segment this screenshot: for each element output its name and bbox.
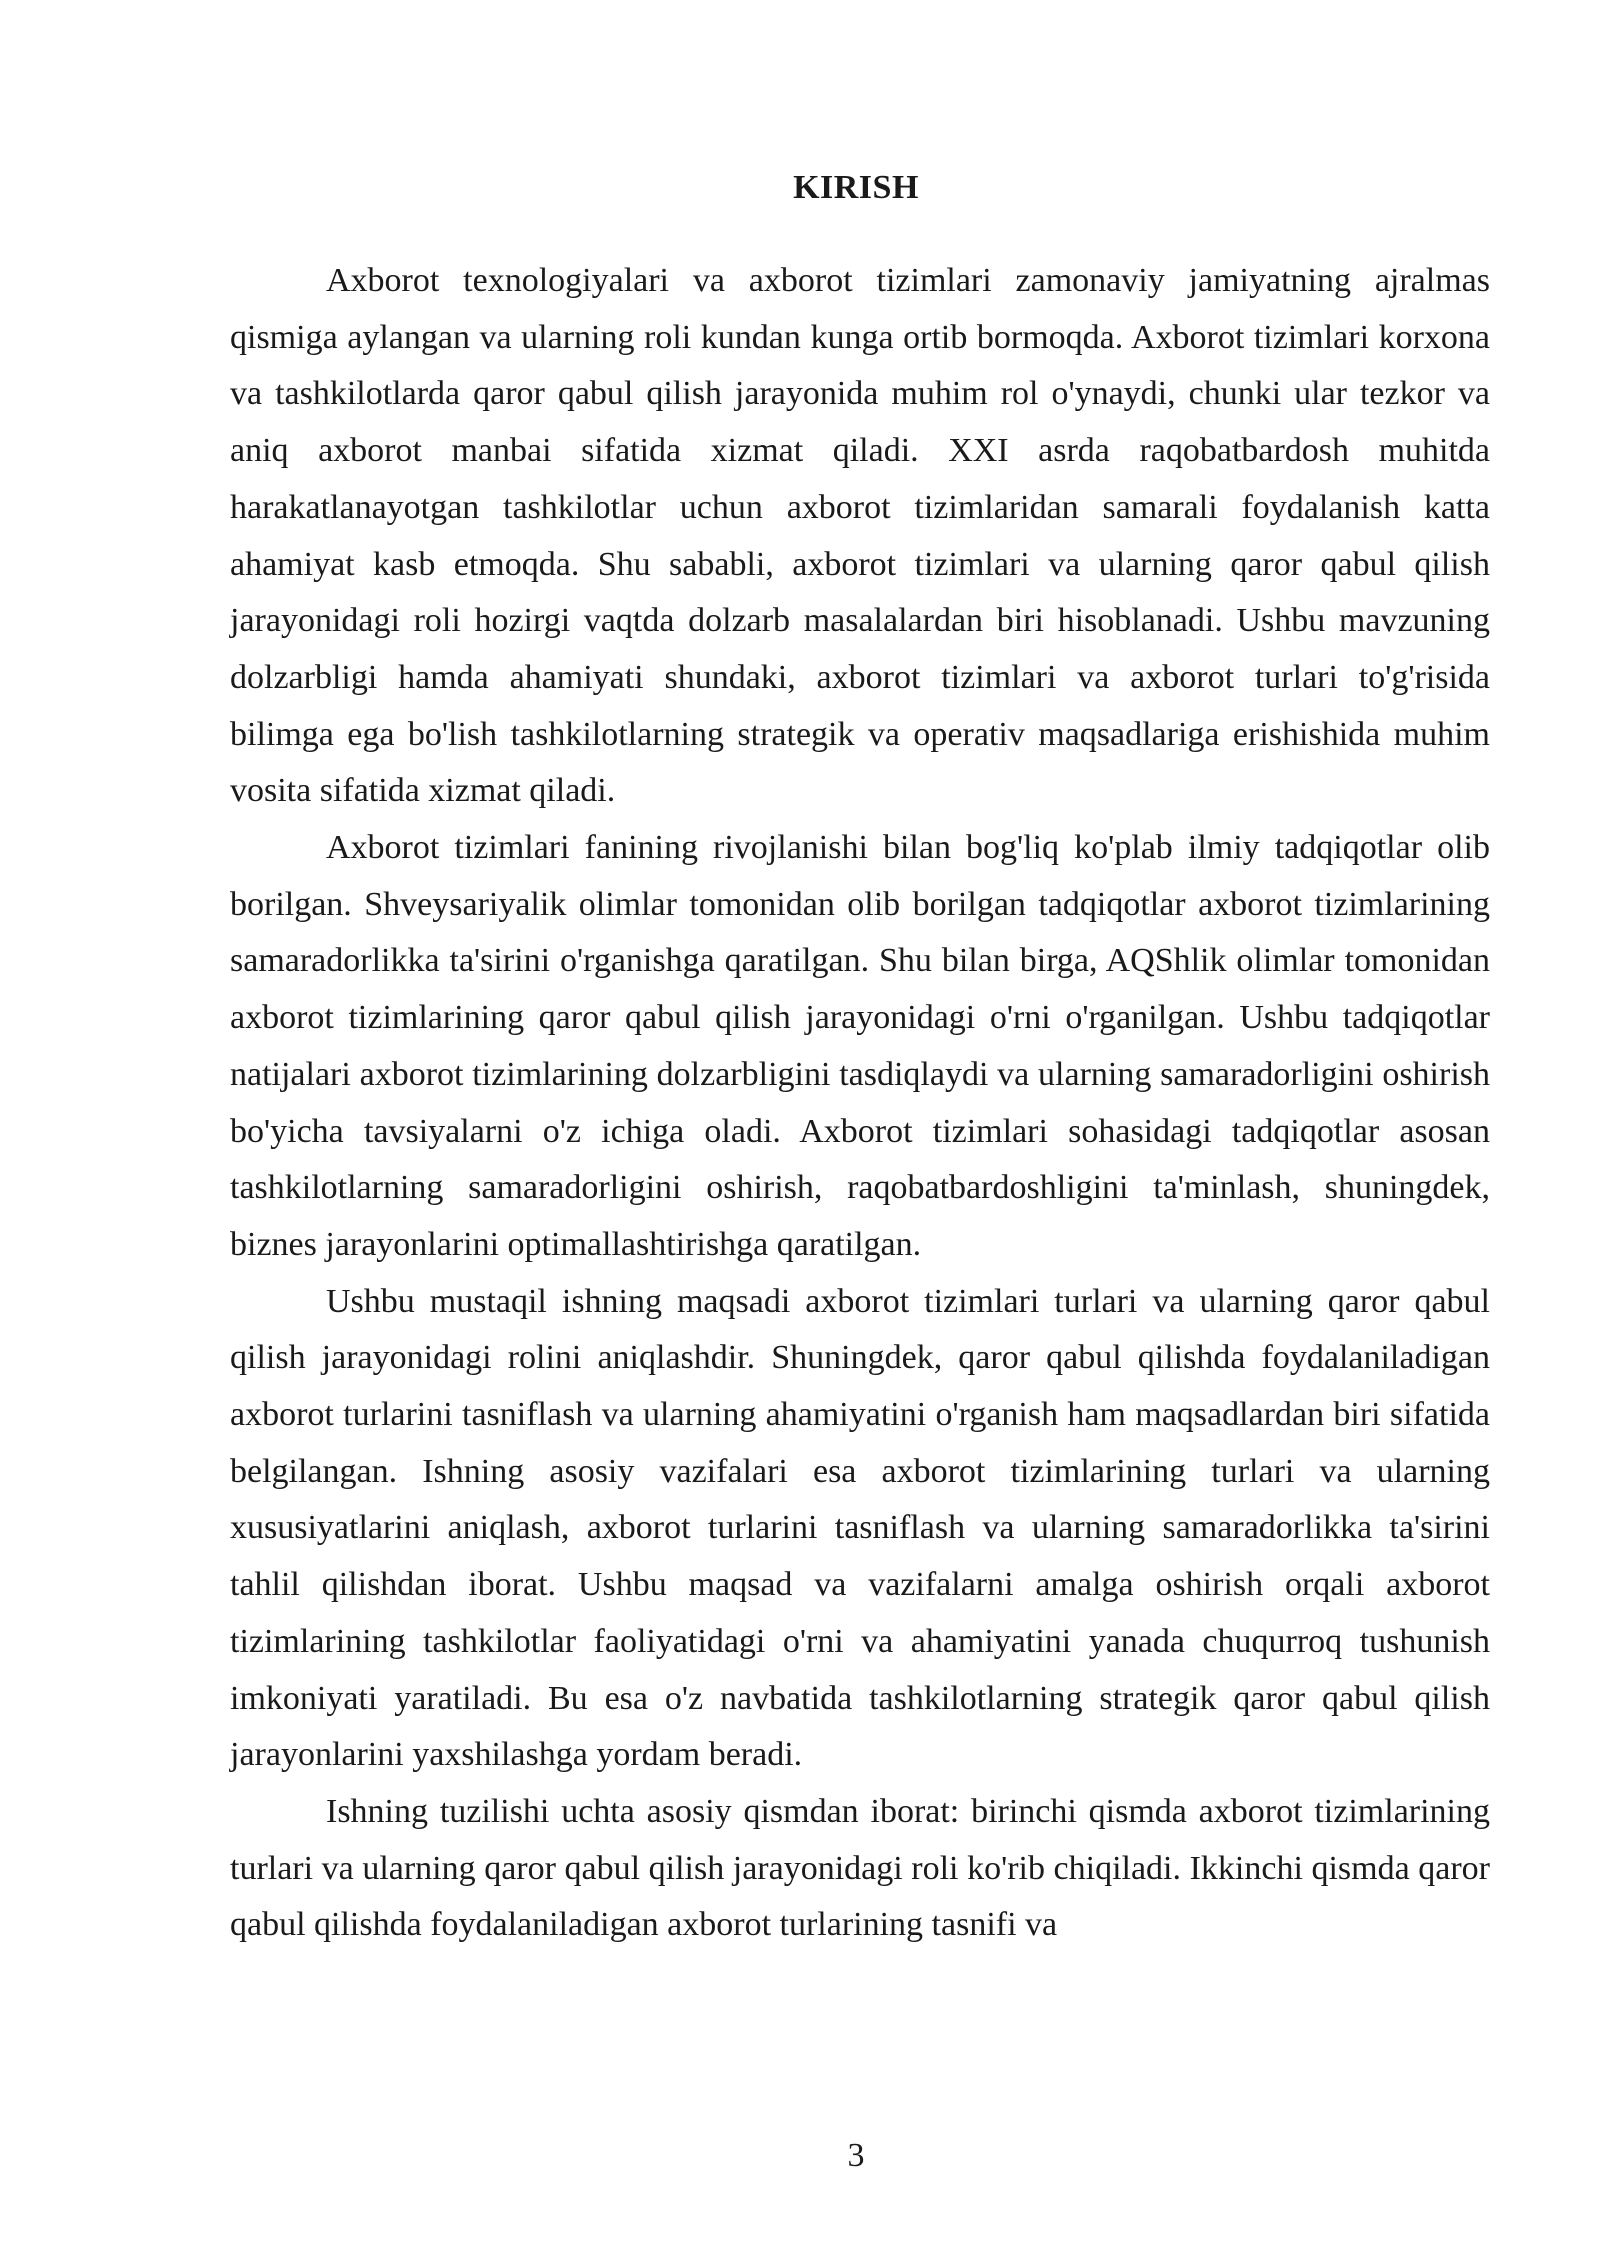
page-number: 3 [847,2137,865,2174]
body-text [230,253,1490,1954]
page-title: KIRISH [793,169,919,206]
paragraph-1: Axborot texnologiyalari va axborot tizimlari zamonaviy jamiyatning ajralmas qismiga aylangan va ularning roli kundan kunga ortib bormoqda. Axborot tizimlari korxona va tashkilotlarda qaror qabul qilish jarayonida muhim rol o'ynaydi, chunki ular tezkor va aniq axborot manbai sifatida xizmat qiladi. XXI asrda raqobatbardosh muhitda harakatlanayotgan tashkilotlar uchun axborot tizimlaridan samarali foydalanish katta ahamiyat kasb etmoqda. Shu sababli, axborot tizimlari va ularning qaror qabul qilish jarayonidagi roli hozirgi vaqtda dolzarb masalalardan biri hisoblanadi. Ushbu mavzuning dolzarbligi hamda ahamiyati shundaki, axborot tizimlari va axborot turlari to'g'risida bilimga ega bo'lish tashkilotlarning strategik va operativ maqsadlariga erishishida muhim vosita sifatida xizmat qiladi. [230,262,1490,810]
paragraph-4: Ishning tuzilishi uchta asosiy qismdan iborat: birinchi qismda axborot tizimlarining turlari va ularning qaror qabul qilish jarayonidagi roli ko'rib chiqiladi. Ikkinchi qismda qaror qabul qilishda foydalaniladigan axborot turlarining tasnifi va [230,1792,1490,1944]
paragraph-3: Ushbu mustaqil ishning maqsadi axborot tizimlari turlari va ularning qaror qabul qilish jarayonidagi rolini aniqlashdir. Shuningdek, qaror qabul qilishda foydalaniladigan axborot turlarini tasniflash va ularning ahamiyatini o'rganish ham maqsadlardan biri sifatida belgilangan. Ishning asosiy vazifalari esa axborot tizimlarining turlari va ularning xususiyatlarini aniqlash, axborot turlarini tasniflash va ularning samaradorlikka ta'sirini tahlil qilishdan iborat. Ushbu maqsad va vazifalarni amalga oshirish orqali axborot tizimlarining tashkilotlar faoliyatidagi o'rni va ahamiyatini yanada chuqurroq tushunish imkoniyati yaratiladi. Bu esa o'z navbatida tashkilotlarning strategik qaror qabul qilish jarayonlarini yaxshilashga yordam beradi. [230,1282,1490,1774]
paragraph-2: Axborot tizimlari fanining rivojlanishi bilan bog'liq ko'plab ilmiy tadqiqotlar olib borilgan. Shveysariyalik olimlar tomonidan olib borilgan tadqiqotlar axborot tizimlarining samaradorlikka ta'sirini o'rganishga qaratilgan. Shu bilan birga, AQShlik olimlar tomonidan axborot tizimlarining qaror qabul qilish jarayonidagi o'rni o'rganilgan. Ushbu tadqiqotlar natijalari axborot tizimlarining dolzarbligini tasdiqlaydi va ularning samaradorligini oshirish bo'yicha tavsiyalarni o'z ichiga oladi. Axborot tizimlari sohasidagi tadqiqotlar asosan tashkilotlarning samaradorligini oshirish, raqobatbardoshligini ta'minlash, shuningdek, biznes jarayonlarini optimallashtirishga qaratilgan. [230,829,1490,1263]
